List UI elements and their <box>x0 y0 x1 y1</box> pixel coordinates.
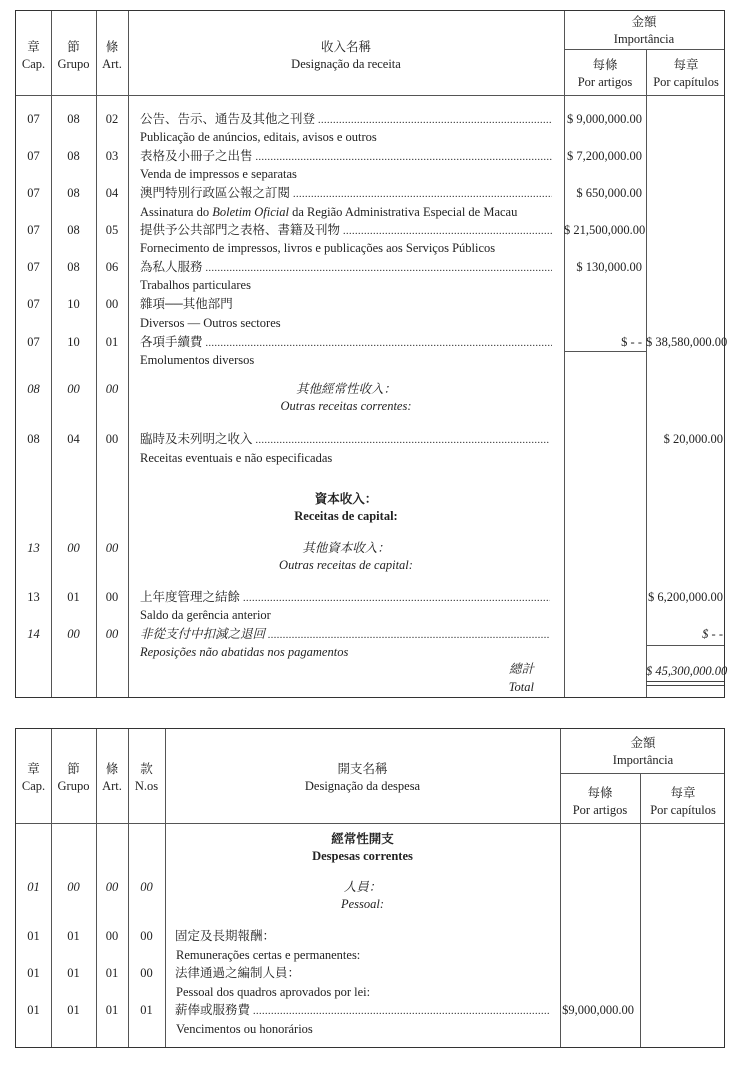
por-artigos-value: $ 9,000,000.00 <box>567 112 642 126</box>
designation-pt: Diversos — Outros sectores <box>140 316 281 330</box>
header-nos: 款 N.os <box>134 762 159 793</box>
designation-zh: 表格及小冊子之出售 ..... <box>140 148 552 166</box>
cap-cell: 08 <box>27 382 40 396</box>
designation-pt: Publicação de anúncios, editais, avisos e outros <box>140 130 377 144</box>
grupo-cell: 10 <box>67 335 80 349</box>
grupo-cell: 01 <box>67 929 80 943</box>
art-cell: 01 <box>105 335 119 349</box>
art-cell: 02 <box>105 112 119 126</box>
total-double-line <box>646 685 724 686</box>
section-title-pessoal: 人員： Pessoal: <box>340 880 385 911</box>
cap-cell: 07 <box>27 297 40 311</box>
header-cap: 章 Cap. <box>21 762 46 793</box>
designation-pt: Fornecimento de impressos, livros e publicações aos Serviços Públicos <box>140 241 496 255</box>
designation-zh: 提供予公共部門之表格、書籍及刊物 ..... <box>140 222 552 240</box>
grupo-cell: 00 <box>67 382 80 396</box>
total-label-pt: Total <box>508 680 534 694</box>
grupo-cell: 08 <box>67 186 80 200</box>
designation-pt: Emolumentos diversos <box>140 353 255 367</box>
cap-cell: 07 <box>27 186 40 200</box>
designation-pt: Receitas eventuais e não especificadas <box>140 451 333 465</box>
header-bottom-line <box>16 823 724 824</box>
designation-pt: Reposições não abatidas nos pagamentos <box>140 645 349 659</box>
cap-cell: 01 <box>27 880 40 894</box>
nos-cell: 00 <box>140 929 153 943</box>
designation-zh: 固定及長期報酬： <box>175 929 276 943</box>
expenses-table <box>15 728 725 1048</box>
art-cell: 00 <box>105 590 119 604</box>
header-grupo: 節 Grupo <box>57 40 90 71</box>
cap-cell: 07 <box>27 149 40 163</box>
total-value: $ 45,300,000.00 <box>646 664 728 678</box>
cap-cell: 08 <box>27 432 40 446</box>
cap-cell: 01 <box>27 966 40 980</box>
section-heading-capital: 資本收入： Receitas de capital: <box>294 492 398 523</box>
art-cell: 06 <box>105 260 119 274</box>
designation-zh: 薪俸或服務費 ..... <box>175 1002 549 1020</box>
section-title-other-current: 其他經常性收入： Outras receitas correntes: <box>280 382 412 413</box>
total-label-zh: 總計 <box>508 662 534 676</box>
grupo-cell: 01 <box>67 1003 80 1017</box>
cap-cell: 13 <box>27 590 40 604</box>
por-capitulos-value: $ 6,200,000.00 <box>648 590 723 604</box>
grupo-cell: 08 <box>67 112 80 126</box>
cap-cell: 01 <box>27 1003 40 1017</box>
subtotal-line <box>564 351 646 352</box>
cap-cell: 07 <box>27 112 40 126</box>
art-cell: 00 <box>105 627 119 641</box>
por-artigos-value: $ 650,000.00 <box>576 186 642 200</box>
nos-cell: 00 <box>140 880 153 894</box>
total-double-line <box>646 681 724 682</box>
por-artigos-value: $ 130,000.00 <box>576 260 642 274</box>
designation-zh: 臨時及未列明之收入 ..... <box>140 431 550 449</box>
art-cell: 05 <box>105 223 119 237</box>
designation-pt: Remunerações certas e permanentes: <box>176 948 361 962</box>
header-designacao: 開支名稱 Designação da despesa <box>304 762 421 793</box>
por-artigos-value: $ - - <box>621 335 642 349</box>
nos-cell: 00 <box>140 966 153 980</box>
art-cell: 03 <box>105 149 119 163</box>
por-capitulos-value: $ - - <box>702 627 723 641</box>
header-por-artigos: 每條 Por artigos <box>577 58 633 89</box>
header-importancia: 金額 Importância <box>612 736 674 767</box>
art-cell: 00 <box>105 382 119 396</box>
receipts-table <box>15 10 728 698</box>
art-cell: 04 <box>105 186 119 200</box>
grupo-cell: 01 <box>67 590 80 604</box>
grupo-cell: 10 <box>67 297 80 311</box>
grupo-cell: 08 <box>67 260 80 274</box>
section-heading-despesas: 經常性開支 Despesas correntes <box>312 832 413 863</box>
header-art: 條 Art. <box>102 40 122 71</box>
designation-pt: Assinatura do Boletim Oficial da Região Administrativa Especial de Macau <box>140 205 518 219</box>
designation-pt: Vencimentos ou honorários <box>176 1022 313 1036</box>
por-artigos-value: $ 7,200,000.00 <box>567 149 642 163</box>
art-cell: 00 <box>105 541 119 555</box>
section-title-other-capital: 其他資本收入： Outras receitas de capital: <box>279 541 413 572</box>
art-cell: 00 <box>105 432 119 446</box>
designation-zh: 各項手續費 ..... <box>140 334 552 352</box>
total-rule <box>646 645 724 646</box>
header-art: 條 Art. <box>102 762 122 793</box>
header-por-artigos: 每條 Por artigos <box>572 786 628 817</box>
grupo-cell: 04 <box>67 432 80 446</box>
header-cap: 章 Cap. <box>21 40 46 71</box>
column-divider <box>128 11 129 697</box>
designation-zh: 為私人服務 ..... <box>140 259 552 277</box>
grupo-cell: 00 <box>67 880 80 894</box>
art-cell: 00 <box>105 297 119 311</box>
column-divider <box>560 729 561 1047</box>
designation-pt: Pessoal dos quadros aprovados por lei: <box>176 985 371 999</box>
header-divider <box>564 49 724 50</box>
por-artigos-value: $ 21,500,000.00 <box>564 223 646 237</box>
header-por-capitulos: 每章 Por capítulos <box>653 58 719 89</box>
nos-cell: 01 <box>140 1003 153 1017</box>
grupo-cell: 00 <box>67 541 80 555</box>
art-cell: 00 <box>105 880 119 894</box>
cap-cell: 07 <box>27 223 40 237</box>
header-importancia: 金額 Importância <box>613 15 675 46</box>
header-divider <box>560 773 724 774</box>
grupo-cell: 00 <box>67 627 80 641</box>
cap-cell: 07 <box>27 260 40 274</box>
designation-zh: 澳門特別行政區公報之訂閱 ..... <box>140 185 552 203</box>
art-cell: 01 <box>105 1003 119 1017</box>
cap-cell: 14 <box>27 627 40 641</box>
designation-pt: Venda de impressos e separatas <box>140 167 297 181</box>
designation-pt: Trabalhos particulares <box>140 278 251 292</box>
grupo-cell: 08 <box>67 149 80 163</box>
por-capitulos-value: $ 38,580,000.00 <box>646 335 728 349</box>
cap-cell: 07 <box>27 335 40 349</box>
designation-zh: 雜項──其他部門 <box>140 297 233 311</box>
cap-cell: 01 <box>27 929 40 943</box>
header-grupo: 節 Grupo <box>57 762 90 793</box>
cap-cell: 13 <box>27 541 40 555</box>
designation-zh: 非從支付中扣減之退回 ..... <box>140 626 550 644</box>
designation-zh: 上年度管理之結餘 ..... <box>140 589 550 607</box>
header-designacao: 收入名稱 Designação da receita <box>291 40 401 71</box>
art-cell: 00 <box>105 929 119 943</box>
grupo-cell: 08 <box>67 223 80 237</box>
designation-pt: Saldo da gerência anterior <box>140 608 271 622</box>
designation-zh: 公告、告示、通告及其他之刊登 ..... <box>140 111 552 129</box>
art-cell: 01 <box>105 966 119 980</box>
designation-zh: 法律通過之編制人員： <box>175 966 301 980</box>
por-artigos-value: $9,000,000.00 <box>562 1003 634 1017</box>
header-bottom-line <box>16 95 724 96</box>
grupo-cell: 01 <box>67 966 80 980</box>
header-por-capitulos: 每章 Por capítulos <box>650 786 716 817</box>
por-capitulos-value: $ 20,000.00 <box>663 432 723 446</box>
